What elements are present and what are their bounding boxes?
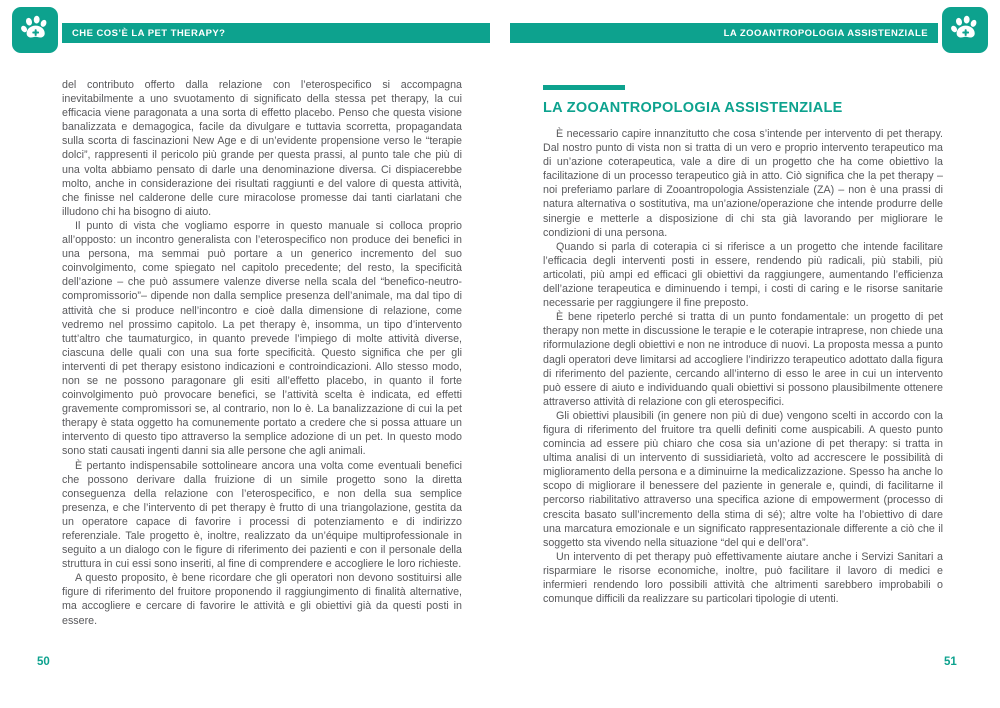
section-rule bbox=[543, 85, 625, 90]
page-number-right: 51 bbox=[944, 656, 957, 668]
body-paragraph: Il punto di vista che vogliamo esporre in questo manuale si colloca proprio all’opposto: un incontro generalista con l’eterospecifico non produce dei benefici in una persona, ma semmai può portare a un generico incremento del suo coinvolgimento, come spiegato nel capitolo precedente; del resto, la specificità dell’azione – che può assumere valenze diverse nella scala del “benefico-neutro-compromissorio”– dipende non dalla semplice presenza dell’animale, ma dal tipo di attività che si produce nell’incontro e cioè dalla dimensione di relazione, come vedremo nel prossimo capitolo. La pet therapy è, insomma, un tipo d’intervento tutt’altro che taumaturgico, in quanto prevede l’impiego di molte attività diverse, ciascuna delle quali con una sua forte specificità. Questo significa che per gli interventi di pet therapy esistono indicazioni e controindicazioni. Allo stesso modo, non se ne possono paragonare gli esiti all’effetto placebo, in quanto il forte coinvolgimento può provocare benefici, se l’attività scelta è indicata, ed effetti gravemente compromissori se, al contrario, non lo è. La banalizzazione di cui la pet therapy è stata oggetto ha comunemente portato a credere che si possa attuare un intervento di questo tipo attraverso la semplice adozione di un pet. In questo modo sono stati causati ingenti danni sia alle persone che agli animali. bbox=[62, 219, 462, 458]
body-paragraph: È pertanto indispensabile sottolineare ancora una volta come eventuali benefici che possono derivare dalla fruizione di un simile progetto sono la diretta conseguenza della relazione con l’eterospecifico, e non della sua semplice presenza, e che l’intervento di pet therapy è frutto di una triangolazione, gestita da un operatore capace di favorire i processi di potenziamento e di indirizzo referenziale. Tale progetto è, inoltre, realizzato da un’équipe multiprofessionale in seguito a un dialogo con le figure di riferimento dei pazienti e con il personale della struttura in cui essi sono inseriti, al fine di comprendere e accogliere le loro richieste. bbox=[62, 459, 462, 571]
paw-logo-tile-left bbox=[12, 7, 58, 53]
body-paragraph: È necessario capire innanzitutto che cosa s’intende per intervento di pet therapy. Dal nostro punto di vista non si tratta di un vero e proprio intervento terapeutico ma di un’azione coterapeutica, vale a dire di un progetto che ha come obiettivo la facilitazione di un processo terapeutico già in atto. Ciò significa che la pet therapy – noi preferiamo parlare di Zooantropologia Assistenziale (ZA) – non è una prassi di natura alternativa o sostitutiva, ma un’azione/operazione che intende produrre delle sinergie e metterle a disposizione di chi sta già lavorando per migliorare le condizioni di una persona. bbox=[543, 128, 943, 239]
paw-with-cross-icon bbox=[19, 12, 51, 49]
body-paragraph: È bene ripeterlo perché si tratta di un punto fondamentale: un progetto di pet therapy non mette in discussione le terapie e le coterapie intraprese, non chiede una riformulazione degli obiettivi e non ne introduce di nuovi. La proposta messa a punto dagli operatori deve limitarsi ad accogliere l’indirizzo terapeutico adottato dalla figura di riferimento del paziente, cercando all’interno di esso le aree in cui un intervento può essere di aiuto e individuando quali obiettivi si possono plausibilmente ottenere attraverso attività di relazione con gli eterospecifici. bbox=[543, 311, 943, 408]
running-header-right-label: LA ZOOANTROPOLOGIA ASSISTENZIALE bbox=[723, 27, 928, 39]
page-number-left: 50 bbox=[37, 656, 50, 668]
body-paragraph: Quando si parla di coterapia ci si riferisce a un progetto che intende facilitare l’efficacia degli interventi posti in essere, rendendo più radicali, più stabili, più articolati, più ampi ed efficaci gli obiettivi da raggiungere, aumentando l’efficienza dell’azione terapeutica e diminuendo i tempi, i costi di caring e le risorse sanitarie necessarie per raggiungere il fine preposto. bbox=[543, 240, 943, 310]
running-header-right bbox=[510, 23, 938, 43]
body-paragraph: Un intervento di pet therapy può effettivamente aiutare anche i Servizi Sanitari a risparmiare le risorse economiche, inoltre, può facilitare il lavoro di medici e infermieri rendendo loro possibili attività che altrimenti sarebbero improbabili o comunque difficili da realizzare su particolari tipologie di utenti. bbox=[543, 550, 943, 606]
section-heading: LA ZOOANTROPOLOGIA ASSISTENZIALE bbox=[543, 100, 843, 116]
paw-with-cross-icon bbox=[949, 12, 981, 49]
body-paragraph: Gli obiettivi plausibili (in genere non più di due) vengono scelti in accordo con la figura di riferimento del fruitore tra quelli definiti come auspicabili. A questo punto comincia ad essere più chiaro che cosa sia un’azione di pet therapy: si tratta in ultima analisi di un intervento di sussidiarietà, volto ad accrescere le possibilità di miglioramento della persona e a diminuirne la medicalizzazione. Spesso ha anche lo scopo di migliorare il benessere del paziente in generale e, quindi, di facilitarne il percorso riabilitativo attraverso una specifica azione di empowerment (processo di crescita basato sull’incremento della stima di sé); altre volte ha l’obiettivo di dare una marcatura emozionale e un significato rappresentazionale differente a ciò che il soggetto sta vivendo nella situazione “del qui e dell’ora”. bbox=[543, 409, 943, 549]
paw-logo-tile-right bbox=[942, 7, 988, 53]
body-paragraph: A questo proposito, è bene ricordare che gli operatori non devono sostituirsi alle figure di riferimento del fruitore proponendo il raggiungimento di finalità alternative, ma accogliere e cercare di favorire le attività e gli obiettivi già da questi posti in essere. bbox=[62, 572, 462, 627]
running-header-left bbox=[62, 23, 490, 43]
body-paragraph: del contributo offerto dalla relazione con l’eterospecifico si accompagna inevitabilmente a uno svuotamento di significato della stessa pet therapy, la cui efficacia viene paragonata a una sorta di effetto placebo. Penso che questa visione banalizzata e demagogica, facile da divulgare e tuttavia scorretta, propagandata sulla scorta di fascinazioni New Age e di un’evidente propensione verso le “terapie dolci”, rappresenti il pericolo più grande per questa prassi, al punto tale che più di una volta abbiamo pensato di darle una denominazione diversa. Ci dispiacerebbe molto, anche in considerazione dei risultati raggiunti e del valore di questa attività, che finisse nel calderone delle cure miracolose promesse dai tanti ciarlatani che illudono chi ha bisogno di aiuto. bbox=[62, 79, 462, 218]
running-header-left-label: CHE COS’È LA PET THERAPY? bbox=[72, 27, 226, 39]
right-page bbox=[543, 78, 943, 606]
left-page bbox=[62, 78, 462, 628]
